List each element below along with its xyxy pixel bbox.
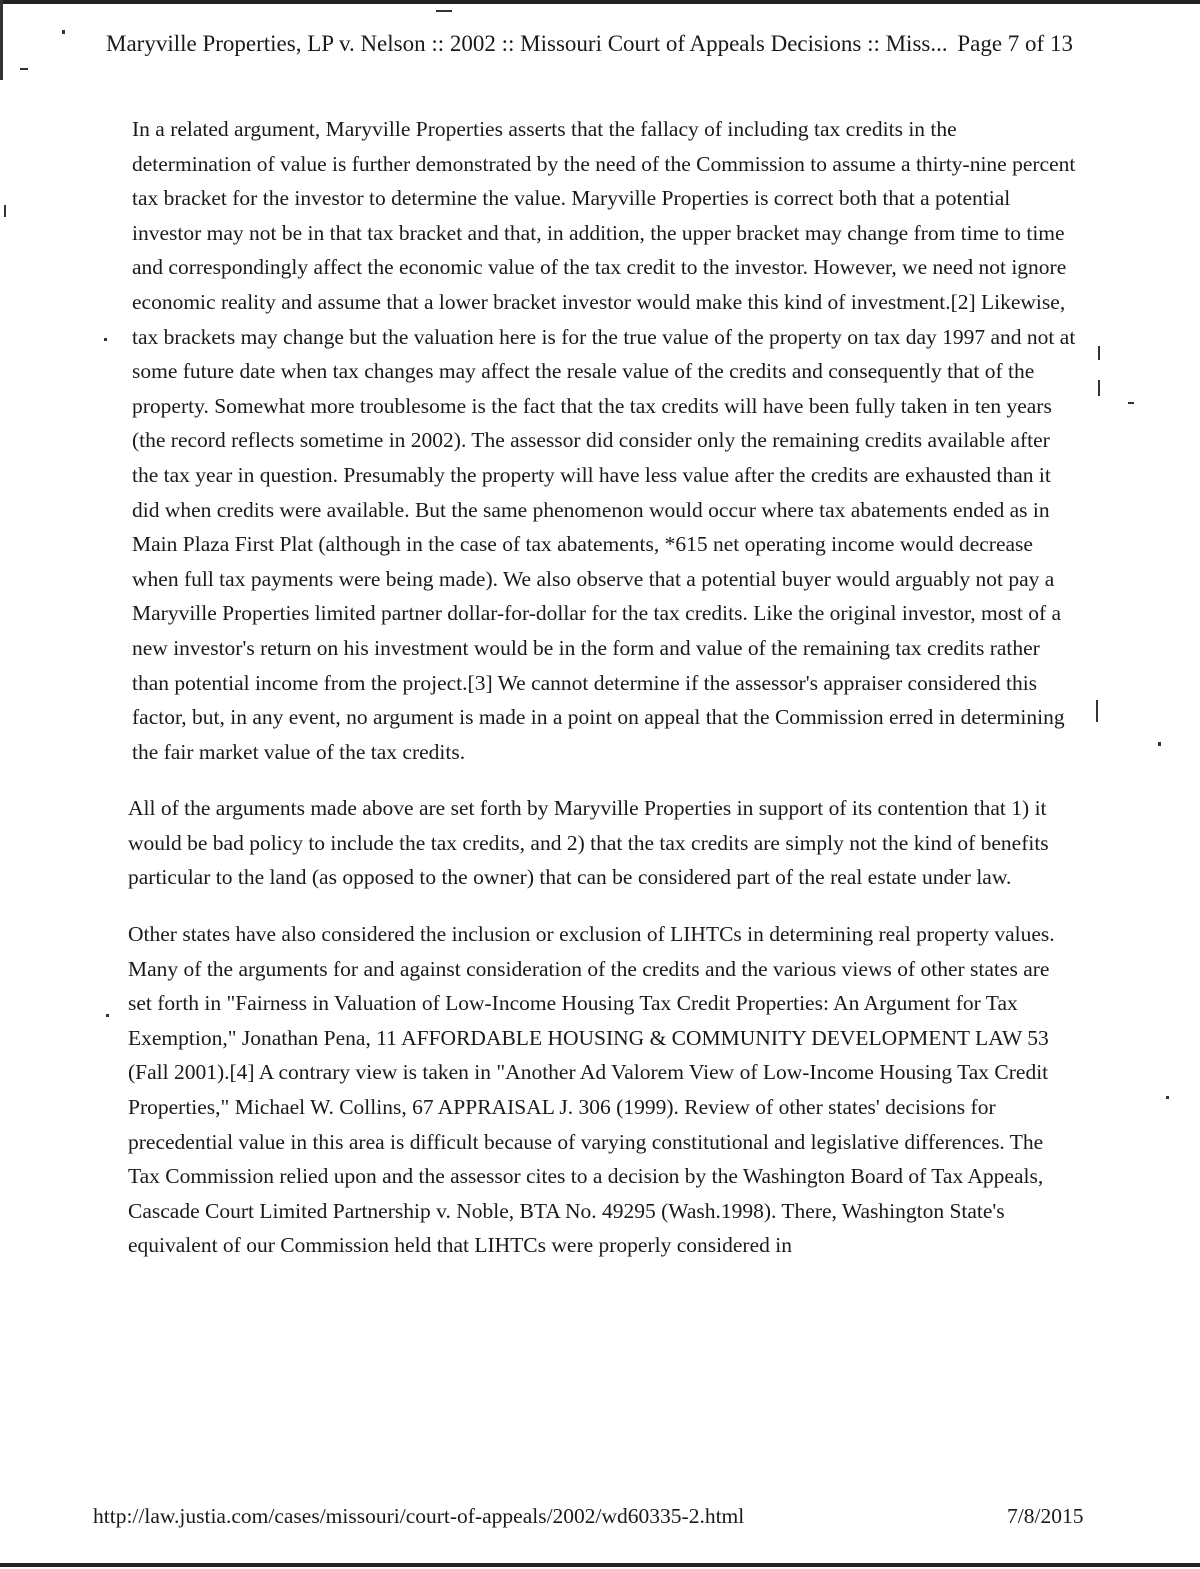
scan-border-top: [0, 0, 1200, 4]
print-date: 7/8/2015: [1007, 1504, 1084, 1528]
scan-border-left: [0, 0, 3, 80]
paragraph: Other states have also considered the inclusion or exclusion of LIHTCs in determining real property values. Many of the arguments for and against consideration of the credits and the various views of other states are set forth in "Fairness in Valuation of Low-Income Housing Tax Credit Properties: An Argument for Tax Exemption," Jonathan Pena, 11 AFFORDABLE HOUSING & COMMUNITY DEVELOPMENT LAW 53 (Fall 2001).[4] A contrary view is taken in "Another Ad Valorem View of Low-Income Housing Tax Credit Properties," Michael W. Collins, 67 APPRAISAL J. 306 (1999). Review of other states' decisions for precedential value in this area is difficult because of varying constitutional and legislative differences. The Tax Commission relied upon and the assessor cites to a decision by the Washington Board of Tax Appeals, Cascade Court Limited Partnership v. Noble, BTA No. 49295 (Wash.1998). There, Washington State's equivalent of our Commission held that LIHTCs were properly considered in: [128, 922, 1055, 1258]
scan-speck: [1098, 380, 1100, 396]
scan-speck: [62, 30, 65, 34]
scan-speck: [104, 338, 107, 341]
scan-speck: [106, 1014, 109, 1017]
scan-speck: [1158, 742, 1161, 746]
source-url: http://law.justia.com/cases/missouri/court-of-appeals/2002/wd60335-2.html: [93, 1504, 745, 1528]
scan-speck: [4, 205, 6, 217]
page-footer: [93, 1500, 1093, 1532]
page-count: Page 7 of 13: [957, 31, 1073, 56]
paragraph: In a related argument, Maryville Properties asserts that the fallacy of including tax credits in the determination of value is further demonstrated by the need of the Commission to assume a thirty-nine percent tax bracket for the investor to determine the value. Maryville Properties is correct both that a potential investor may not be in that tax bracket and that, in addition, the upper bracket may change from time to time and correspondingly affect the economic value of the tax credit to the investor. However, we need not ignore economic reality and assume that a lower bracket investor would make this kind of investment.[2] Likewise, tax brackets may change but the valuation here is for the true value of the property on tax day 1997 and not at some future date when tax changes may affect the resale value of the credits and consequently that of the property. Somewhat more troublesome is the fact that the tax credits will have been fully taken in ten years (the record reflects sometime in 2002). The assessor did consider only the remaining credits available after the tax year in question. Presumably the property will have less value after the credits are exhausted than it did when credits were available. But the same phenomenon would occur where tax abatements ended as in Main Plaza First Plat (although in the case of tax abatements, *615 net operating income would decrease when full tax payments were being made). We also observe that a potential buyer would arguably not pay a Maryville Properties limited partner dollar-for-dollar for the tax credits. Like the original investor, most of a new investor's return on his investment would be in the form and value of the remaining tax credits rather than potential income from the project.[3] We cannot determine if the assessor's appraiser considered this factor, but, in any event, no argument is made in a point on appeal that the Commission erred in determining the fair market value of the tax credits.: [132, 117, 1076, 764]
scan-speck: [1128, 402, 1134, 404]
document-body: [128, 112, 1078, 1263]
page-header: [106, 28, 1106, 60]
scan-speck: [20, 68, 28, 70]
scan-speck: [1098, 346, 1100, 360]
scan-speck: [1166, 1096, 1169, 1099]
scan-border-bottom: [0, 1563, 1200, 1567]
paragraph: All of the arguments made above are set forth by Maryville Properties in support of its contention that 1) it would be bad policy to include the tax credits, and 2) that the tax credits are simply not the kind of benefits particular to the land (as opposed to the owner) that can be considered part of the real estate under law.: [128, 796, 1049, 890]
scan-speck: [436, 10, 452, 12]
scan-speck: [1096, 700, 1098, 722]
document-title: Maryville Properties, LP v. Nelson :: 2002 :: Missouri Court of Appeals Decisions :: Miss...: [106, 31, 948, 56]
